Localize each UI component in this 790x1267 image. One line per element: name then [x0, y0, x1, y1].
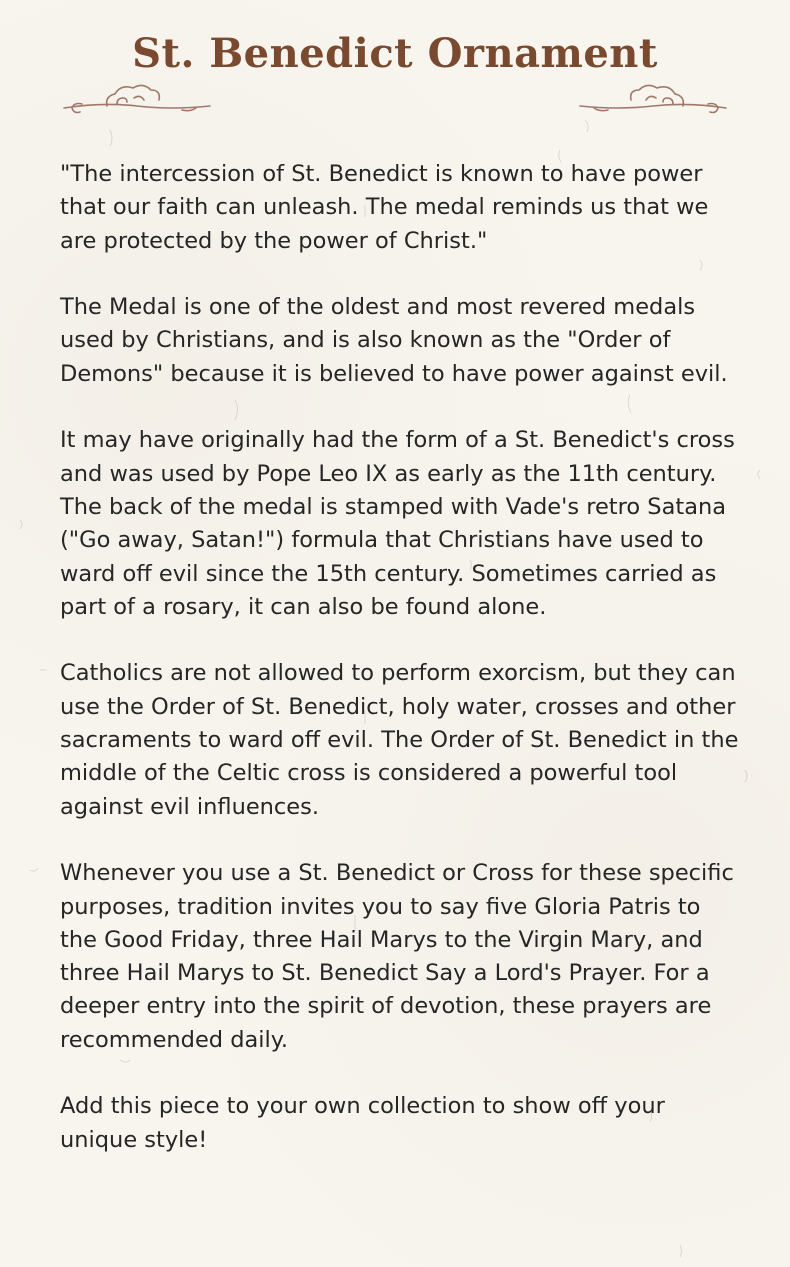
- page-title: St. Benedict Ornament: [132, 30, 658, 77]
- paragraph-prayers: Whenever you use a St. Benedict or Cross for these specific purposes, tradition invites you to say five Gloria Patris to the Good Friday, three Hail Marys to the Virgin Mary, and three Hail Marys to St. Benedict Say a Lord's Prayer. For a deeper entry into the spirit of devotion, these prayers are recommended daily.: [60, 860, 734, 1053]
- paragraph-quote: "The intercession of St. Benedict is known to have power that our faith can unleash. The medal reminds us that we are protected by the power of Christ.": [60, 161, 709, 254]
- description-body: [60, 158, 740, 1190]
- paragraph-catholic-use: Catholics are not allowed to perform exorcism, but they can use the Order of St. Benedict, holy water, crosses and other sacraments to ward off evil. The Order of St. Benedict in the middle of the Celtic cross is considered a powerful tool against evil influences.: [60, 660, 739, 820]
- paragraph-origin: It may have originally had the form of a St. Benedict's cross and was used by Pope Leo IX as early as the 11th century. The back of the medal is stamped with Vade's retro Satana ("Go away, Satan!") formula that Christians have used to ward off evil since the 15th century. Sometimes carried as part of a rosary, it can also be found alone.: [60, 427, 735, 620]
- cloud-scroll-ornament-icon: [578, 80, 728, 120]
- paragraph-medal-history: The Medal is one of the oldest and most revered medals used by Christians, and is also known as the "Order of Demons" because it is believed to have power against evil.: [60, 294, 728, 387]
- paragraph-closing: Add this piece to your own collection to show off your unique style!: [60, 1093, 665, 1153]
- cloud-scroll-ornament-icon: [62, 80, 212, 120]
